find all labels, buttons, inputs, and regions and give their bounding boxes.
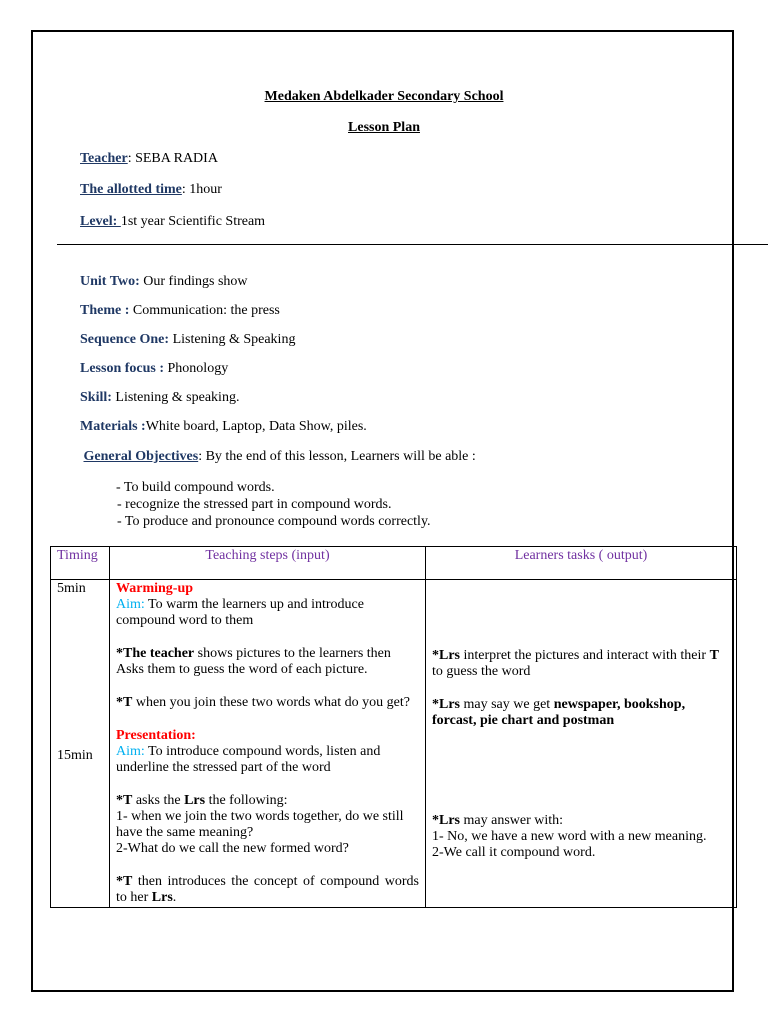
step-text: . (172, 890, 177, 905)
answer-2: 2-We call it compound word. (432, 845, 596, 860)
table-row (51, 580, 737, 908)
lesson-table (50, 546, 737, 908)
time-presentation: 15min (57, 748, 93, 763)
lrs-word: *Lrs (432, 813, 460, 828)
unit-value: Our findings show (139, 274, 248, 289)
teacher-value: : SEBA RADIA (127, 151, 218, 166)
aim-text: To introduce compound words, listen and underline the stressed part of the word (116, 744, 381, 775)
teacher-line (80, 151, 218, 167)
header-timing: Timing (51, 547, 110, 580)
question-2: 2-What do we call the new formed word? (116, 841, 349, 856)
teacher-label: Teacher (80, 151, 128, 166)
materials-line (80, 419, 367, 435)
step-actor: *T (116, 874, 133, 889)
answer-1: 1- No, we have a new word with a new meaning. (432, 829, 707, 844)
warmup-aim (116, 597, 419, 629)
skill-value: Listening & speaking. (111, 390, 240, 405)
level-label: Level: (80, 214, 121, 229)
step-actor: *The teacher (116, 646, 195, 661)
theme-value: Communication: the press (129, 303, 280, 318)
learners-task-1 (432, 648, 730, 680)
unit-label: Unit Two: (80, 274, 140, 289)
lrs-word: *Lrs (432, 697, 460, 712)
objective-item: - To build compound words. (116, 480, 275, 495)
skill-line (80, 390, 239, 406)
question-1: 1- when we join the two words together, do we still have the same meaning? (116, 809, 404, 840)
materials-label: Materials : (80, 419, 146, 434)
focus-line (80, 361, 228, 377)
focus-value: Phonology (164, 361, 229, 376)
presentation-title: Presentation: (116, 728, 196, 743)
learners-cell (426, 580, 737, 908)
step-text: asks the (132, 793, 185, 808)
step-text: then introduces the concept of compound words to her (116, 874, 419, 905)
time-label: The allotted time (80, 182, 182, 197)
header-learners: Learners tasks ( output) (426, 547, 737, 580)
timing-cell (51, 580, 110, 908)
aim-label: Aim: (116, 597, 145, 612)
skill-label: Skill: (80, 390, 112, 405)
sequence-label: Sequence One: (80, 332, 170, 347)
theme-label: Theme : (80, 303, 130, 318)
compound-examples: newspaper, bookshop, forcast, pie chart and postman (432, 697, 686, 728)
aim-text: To warm the learners up and introduce compound word to them (116, 597, 364, 628)
objectives-label: General Objectives (83, 449, 199, 464)
level-line (80, 214, 265, 230)
divider-rule (57, 244, 768, 245)
step-text: when you join these two words what do you get? (132, 695, 410, 710)
materials-value: White board, Laptop, Data Show, piles. (145, 419, 367, 434)
teaching-cell (110, 580, 426, 908)
warmup-step1 (116, 646, 419, 678)
aim-label: Aim: (116, 744, 145, 759)
header-teaching: Teaching steps (input) (110, 547, 426, 580)
step-text: the following: (205, 793, 288, 808)
level-value: 1st year Scientific Stream (120, 214, 266, 229)
objective-item: - recognize the stressed part in compound words. (117, 497, 392, 512)
learners-task-2 (432, 697, 730, 729)
step-text: shows pictures to the learners then Asks them to guess the word of each picture. (116, 646, 391, 677)
step-actor: *T (116, 695, 133, 710)
time-warmup: 5min (57, 581, 86, 596)
task-text: interpret the pictures and interact with their (460, 648, 710, 663)
task-text: to guess the word (432, 664, 531, 679)
lrs-word: *Lrs (432, 648, 460, 663)
objective-item: - To produce and pronounce compound words correctly. (117, 514, 431, 529)
warmup-step2 (116, 695, 419, 711)
theme-line (80, 303, 280, 319)
sequence-value: Listening & Speaking (169, 332, 296, 347)
table-header-row (51, 547, 737, 580)
time-line (80, 182, 222, 198)
unit-line (80, 274, 248, 290)
task-text: may say we get (460, 697, 554, 712)
lrs-word: Lrs (184, 793, 206, 808)
task-text: may answer with: (460, 813, 564, 828)
presentation-aim (116, 744, 419, 776)
document-title: Lesson Plan (348, 120, 420, 135)
time-value: : 1hour (181, 182, 222, 197)
presentation-intro (116, 874, 419, 906)
lrs-word: Lrs (151, 890, 173, 905)
learners-answer (432, 813, 730, 829)
school-name: Medaken Abdelkader Secondary School (264, 89, 504, 104)
focus-label: Lesson focus : (80, 361, 165, 376)
objectives-line (80, 449, 476, 465)
t-word: T (709, 648, 719, 663)
step-actor: *T (116, 793, 133, 808)
objectives-value: : By the end of this lesson, Learners will be able : (198, 449, 476, 464)
presentation-ask (116, 793, 419, 809)
warmup-title: Warming-up (116, 581, 194, 596)
sequence-line (80, 332, 295, 348)
